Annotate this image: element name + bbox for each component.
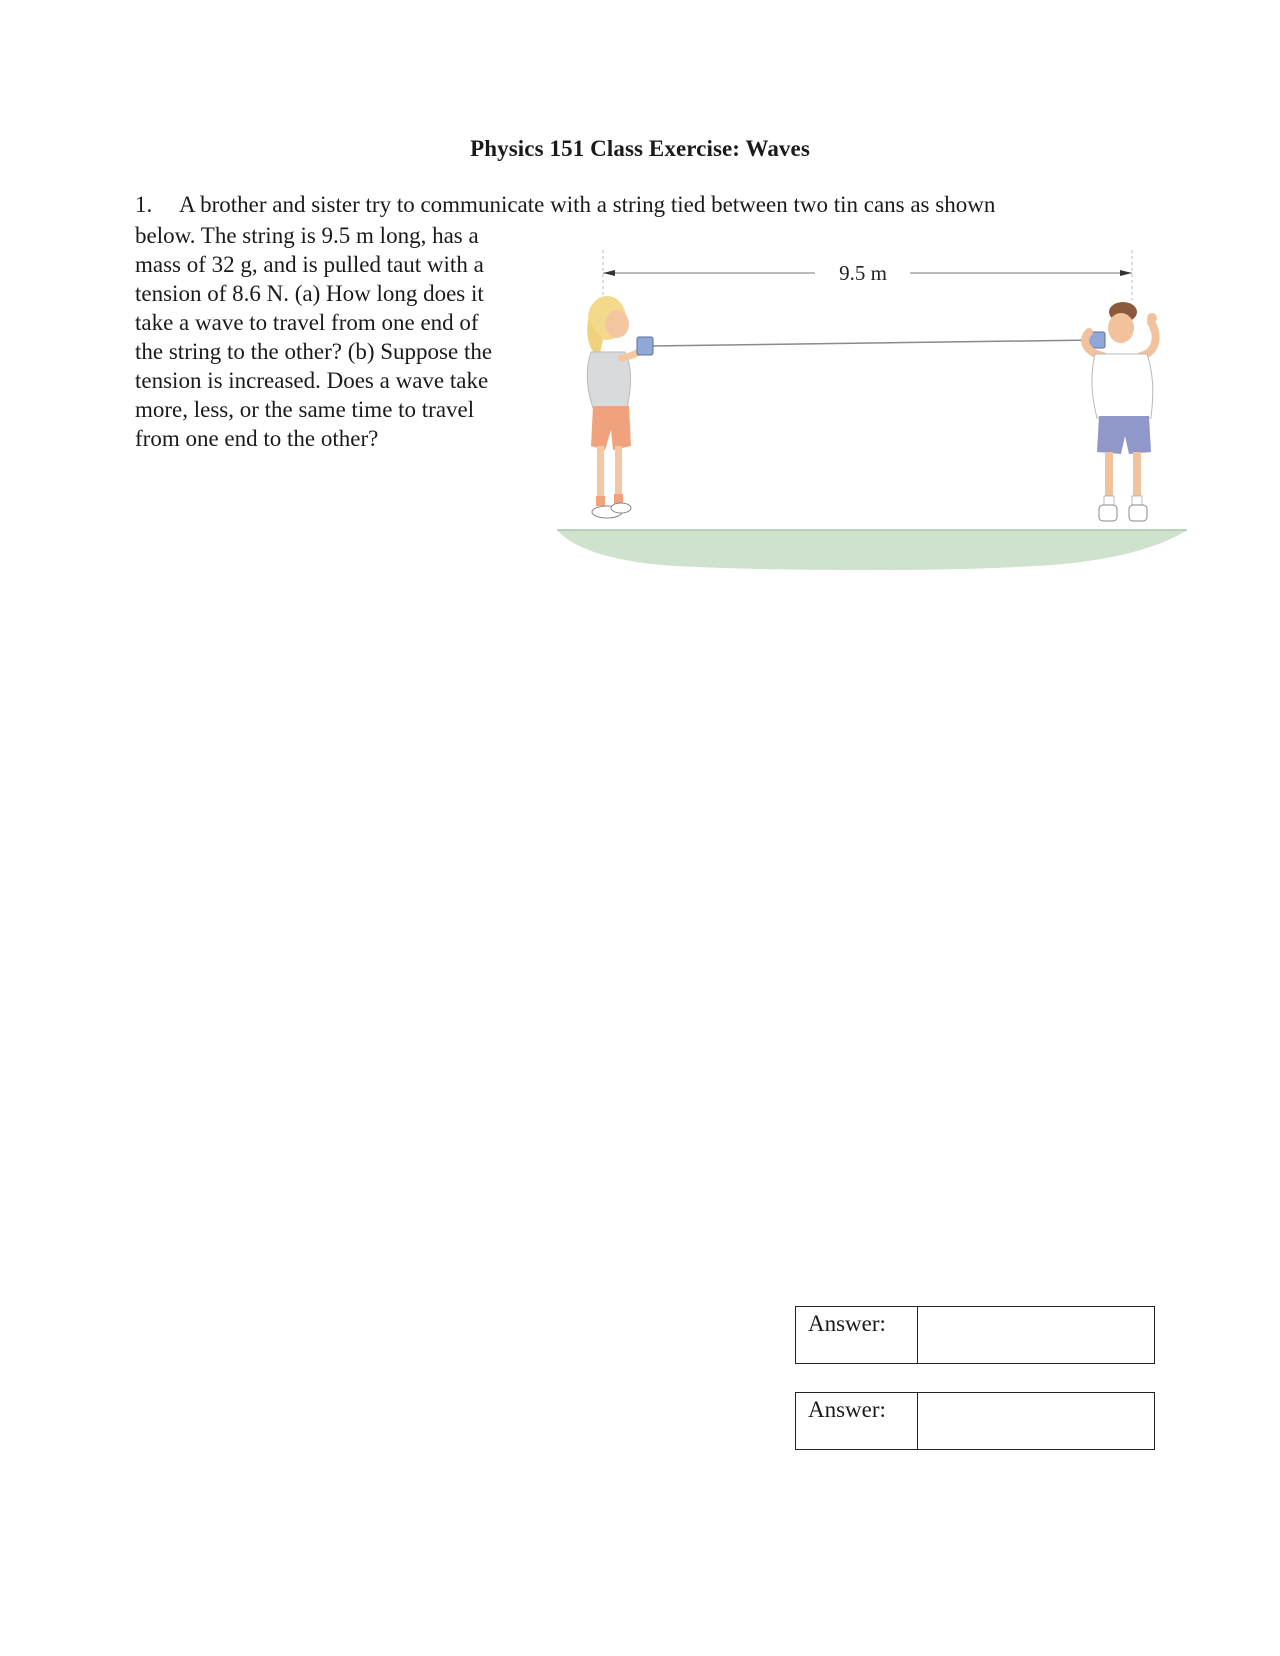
answer-field[interactable]: [918, 1307, 1154, 1363]
question-1-line: take a wave to travel from one end of: [135, 310, 479, 335]
question-1-line: tension of 8.6 N. (a) How long does it: [135, 281, 484, 306]
question-1-line: more, less, or the same time to travel: [135, 397, 475, 422]
tin-can-telephone-figure: [555, 240, 1210, 595]
string: [650, 340, 1095, 346]
answer-field[interactable]: [918, 1393, 1154, 1449]
question-1-line: mass of 32 g, and is pulled taut with a: [135, 252, 484, 277]
question-1-body: [135, 221, 535, 453]
answer-label: Answer:: [796, 1393, 918, 1449]
question-1-first-line: [135, 192, 1135, 218]
boy-figure: [1085, 302, 1157, 521]
question-number: 1.: [135, 192, 153, 217]
question-1-line: below. The string is 9.5 m long, has a: [135, 223, 479, 248]
page-title: Physics 151 Class Exercise: Waves: [470, 136, 810, 161]
ground: [557, 530, 1187, 570]
girl-figure: [587, 296, 653, 518]
question-1-first-line-text: A brother and sister try to communicate with a string tied between two tin cans as shown: [179, 192, 996, 217]
question-1-line: the string to the other? (b) Suppose the: [135, 339, 493, 364]
question-1-line: from one end to the other?: [135, 426, 379, 451]
distance-label: 9.5 m: [839, 261, 887, 285]
question-1-line: tension is increased. Does a wave take: [135, 368, 489, 393]
answer-box: [795, 1306, 1155, 1364]
answer-label: Answer:: [796, 1307, 918, 1363]
answer-box: [795, 1392, 1155, 1450]
